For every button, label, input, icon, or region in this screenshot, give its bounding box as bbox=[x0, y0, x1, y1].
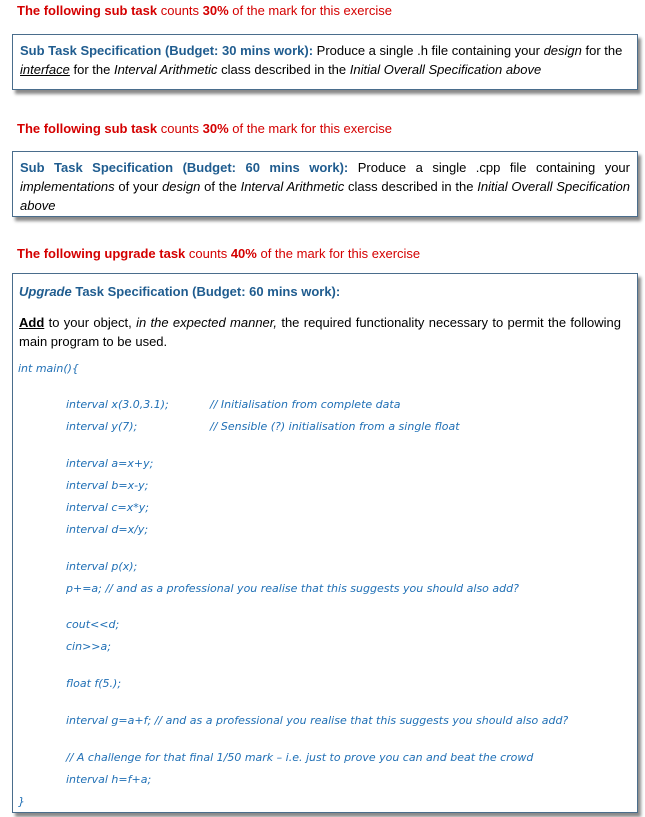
section-2-header: The following sub task counts 30% of the mark for this exercise bbox=[17, 121, 392, 136]
section-1-header: The following sub task counts 30% of the mark for this exercise bbox=[17, 3, 392, 18]
subtask-2-spec-box: Sub Task Specification (Budget: 60 mins work): Produce a single .cpp file containing your implementations of your design of the Interval Arithmetic class described in the Initial Overall Specification above bbox=[12, 151, 638, 217]
code-comment: // Sensible (?) initialisation from a single float bbox=[210, 420, 460, 433]
code-line: interval x(3.0,3.1); bbox=[66, 398, 169, 411]
code-main-open: int main(){ bbox=[18, 362, 79, 375]
code-line: interval h=f+a; bbox=[66, 773, 152, 786]
code-line: cout<<d; bbox=[66, 618, 120, 631]
code-line: interval c=x*y; bbox=[66, 501, 149, 514]
code-line: interval a=x+y; bbox=[66, 457, 154, 470]
code-line: p+=a; // and as a professional you realise that this suggests you should also add? bbox=[66, 582, 519, 595]
code-line: interval p(x); bbox=[66, 560, 138, 573]
code-line: interval y(7); bbox=[66, 420, 138, 433]
upgrade-task-label: Upgrade Task Specification (Budget: 60 mins work): bbox=[19, 284, 341, 299]
code-line: float f(5.); bbox=[66, 677, 122, 690]
subtask-1-label: Sub Task Specification (Budget: 30 mins work): bbox=[20, 43, 314, 58]
subtask-2-label: Sub Task Specification (Budget: 60 mins work): bbox=[20, 160, 349, 175]
upgrade-task-description: Add to your object, in the expected manner, the required functionality necessary to permit the following main program to be used. bbox=[19, 315, 621, 349]
subtask-1-spec-box: Sub Task Specification (Budget: 30 mins work): Produce a single .h file containing your design for the interface for the Interval Arithmetic class described in the Initial Overall Specification above bbox=[12, 34, 638, 90]
upgrade-task-spec-box bbox=[12, 273, 638, 813]
code-comment: // Initialisation from complete data bbox=[210, 398, 401, 411]
code-line: cin>>a; bbox=[66, 640, 111, 653]
code-main-close: } bbox=[18, 795, 25, 808]
code-line: interval d=x/y; bbox=[66, 523, 149, 536]
code-line: interval b=x-y; bbox=[66, 479, 149, 492]
section-3-header: The following upgrade task counts 40% of the mark for this exercise bbox=[17, 246, 421, 261]
code-line: interval g=a+f; // and as a professional you realise that this suggests you should also add? bbox=[66, 714, 569, 727]
code-line: // A challenge for that final 1/50 mark – i.e. just to prove you can and beat the crowd bbox=[66, 751, 534, 764]
